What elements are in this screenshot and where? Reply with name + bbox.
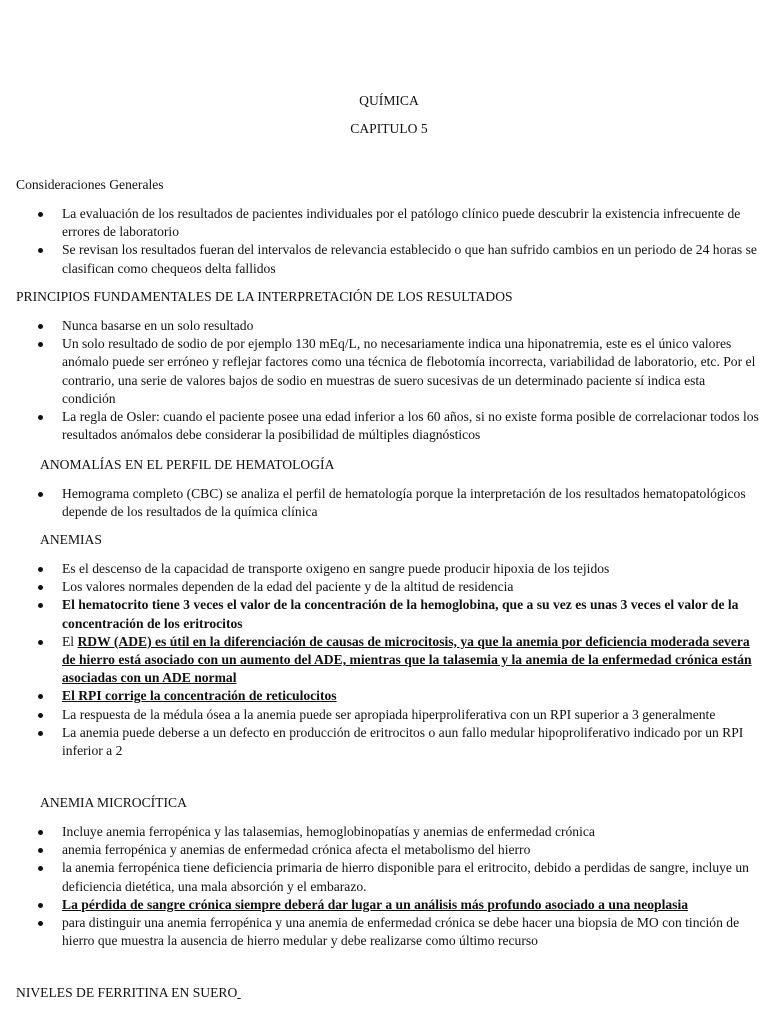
list-item: La anemia puede deberse a un defecto en producción de eritrocitos o aun fallo medular hipoproliferativo indicado por un RPI inferior a 2 [36, 724, 762, 760]
list-general [36, 205, 762, 278]
list-item: Nunca basarse en un solo resultado [36, 317, 762, 335]
list-item: para distinguir una anemia ferropénica y una anemia de enfermedad crónica se debe hacer una biopsia de MO con tinción de hierro que muestra la ausencia de hierro medular y debe realizarse como último recurso [36, 914, 762, 950]
list-item: La pérdida de sangre crónica siempre deberá dar lugar a un análisis más profundo asociado a una neoplasia [36, 896, 762, 914]
section-heading-general: Consideraciones Generales [16, 177, 164, 192]
list-item: El hematocrito tiene 3 veces el valor de la concentración de la hemoglobina, que a su vez es unas 3 veces el valor de la concentración de los eritrocitos [36, 596, 762, 632]
section-heading-ferritin [16, 984, 241, 1002]
section-heading-microcytic: ANEMIA MICROCÍTICA [40, 795, 187, 810]
section-heading-anemias: ANEMIAS [40, 532, 102, 547]
list-microcytic [36, 823, 762, 950]
list-item: Se revisan los resultados fueran del intervalos de relevancia establecido o que han sufrido cambios en un periodo de 24 horas se clasifican como chequeos delta fallidos [36, 241, 762, 277]
list-item [36, 633, 762, 688]
rdw-prefix: El [62, 633, 78, 649]
list-item: Incluye anemia ferropénica y las talasemias, hemoglobinopatías y anemias de enfermedad crónica [36, 823, 762, 841]
list-item: La evaluación de los resultados de pacientes individuales por el patólogo clínico puede descubrir la existencia infrecuente de errores de laboratorio [36, 205, 762, 241]
section-heading-principles: PRINCIPIOS FUNDAMENTALES DE LA INTERPRETACIÓN DE LOS RESULTADOS [16, 289, 513, 304]
heading-trailing-underline [237, 985, 240, 1000]
list-item: Un solo resultado de sodio de por ejemplo 130 mEq/L, no necesariamente indica una hiponatremia, este es el único valores anómalo puede ser erróneo y reflejar factores como una técnica de flebotomía incorrecta, variabilidad de laboratorio, etc. Por el contrario, una serie de valores bajos de sodio en muestras de suero sucesivas de un determinado paciente sí indica esta condición [36, 335, 762, 408]
section-heading-hematology: ANOMALÍAS EN EL PERFIL DE HEMATOLOGÍA [40, 457, 335, 472]
list-principles [36, 317, 762, 444]
list-item: El RPI corrige la concentración de reticulocitos [36, 687, 762, 705]
list-item: La regla de Osler: cuando el paciente posee una edad inferior a los 60 años, si no existe forma posible de correlacionar todos los resultados anómalos debe considerar la posibilidad de múltiples diagnósticos [36, 408, 762, 444]
list-item: Es el descenso de la capacidad de transporte oxigeno en sangre puede producir hipoxia de los tejidos [36, 560, 762, 578]
list-hematology [36, 485, 762, 521]
list-item: anemia ferropénica y anemias de enfermedad crónica afecta el metabolismo del hierro [36, 841, 762, 859]
page-title: QUÍMICA [359, 93, 419, 108]
chapter-title: CAPITULO 5 [350, 121, 428, 136]
list-item: Hemograma completo (CBC) se analiza el perfil de hematología porque la interpretación de los resultados hematopatológicos depende de los resultados de la química clínica [36, 485, 762, 521]
list-item: la anemia ferropénica tiene deficiencia primaria de hierro disponible para el eritrocito, debido a perdidas de sangre, incluye un deficiencia dietética, una mala absorción y el embarazo. [36, 859, 762, 895]
list-item: La respuesta de la médula ósea a la anemia puede ser apropiada hiperproliferativa con un RPI superior a 3 generalmente [36, 706, 762, 724]
rdw-emphasis: RDW (ADE) es útil en la diferenciación de causas de microcitosis, ya que la anemia por deficiencia moderada severa de hierro está asociado con un aumento del ADE, mientras que la talasemia y la anemia de la enfermedad crónica están asociadas con un ADE normal [62, 633, 752, 686]
list-anemias [36, 560, 762, 760]
list-item: Los valores normales dependen de la edad del paciente y de la altitud de residencia [36, 578, 762, 596]
ferritin-heading-text: NIVELES DE FERRITINA EN SUERO [16, 985, 238, 1000]
